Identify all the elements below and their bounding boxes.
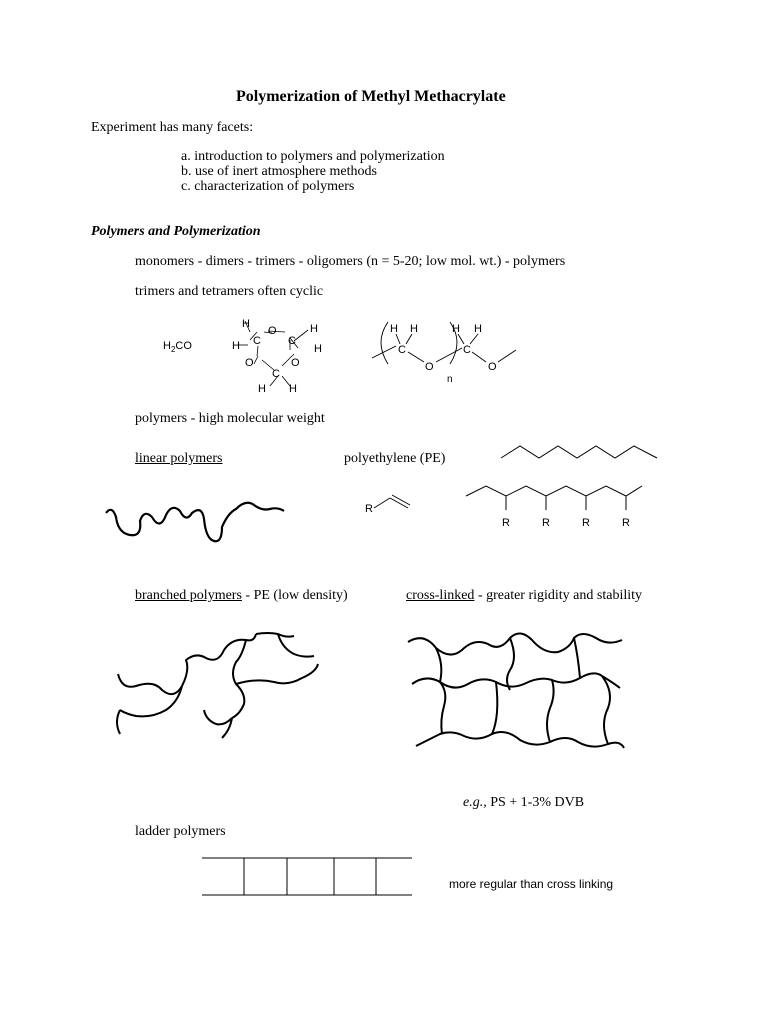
polyethylene-zigzag [498, 442, 668, 472]
trioxane-atom: H [258, 383, 266, 395]
pom-atom: H [390, 323, 398, 335]
trioxane-atom: H [310, 323, 318, 335]
eg-abbrev: e.g., [463, 795, 487, 810]
polyvinyl-chain [464, 482, 654, 532]
series-line: monomers - dimers - trimers - oligomers (n = 5-20; low mol. wt.) - polymers [135, 254, 566, 269]
pom-atom: O [425, 361, 434, 373]
section-heading: Polymers and Polymerization [91, 224, 261, 239]
trioxane-atom: H [232, 340, 240, 352]
trioxane-atom: H [314, 343, 322, 355]
trioxane-atom: H [289, 383, 297, 395]
trioxane-atom: O [291, 357, 300, 369]
trioxane-atom: C [272, 368, 280, 380]
intro-text: Experiment has many facets: [91, 120, 254, 135]
pom-atom: H [474, 323, 482, 335]
eg-line [463, 795, 584, 811]
ladder-polymers-label: ladder polymers [135, 824, 226, 839]
pom-atom: C [398, 344, 406, 356]
cross-linked-line [406, 588, 642, 604]
pom-atom: O [488, 361, 497, 373]
trioxane-atom: C [288, 335, 296, 347]
cross-linked-label: cross-linked [406, 588, 475, 603]
formaldehyde-formula: $H_2CO$ [163, 340, 192, 355]
pom-atom: H [452, 323, 460, 335]
facet-item: a. introduction to polymers and polymerization [181, 149, 445, 164]
facet-item: b. use of inert atmosphere methods [181, 164, 377, 179]
trioxane-structure [230, 316, 330, 396]
trioxane-atom: C [253, 335, 261, 347]
pom-atom: C [463, 344, 471, 356]
polyethylene-label: polyethylene (PE) [344, 451, 446, 466]
branched-polymers-desc: - PE (low density) [241, 588, 348, 603]
page-title: Polymerization of Methyl Methacrylate [236, 88, 506, 105]
r-group-label: R [622, 517, 630, 529]
branched-polymer-drawing [106, 630, 336, 750]
linear-polymer-chain [100, 495, 300, 555]
trioxane-atom: H [242, 318, 250, 330]
pom-subscript: n [447, 374, 453, 385]
trioxane-atom: O [245, 357, 254, 369]
polyoxymethylene-structure [370, 316, 530, 396]
r-group-label: R [502, 517, 510, 529]
ladder-note: more regular than cross linking [449, 877, 614, 891]
facet-item: c. characterization of polymers [181, 179, 355, 194]
eg-example: PS + 1-3% DVB [486, 795, 585, 810]
branched-polymers-line [135, 588, 348, 604]
vinyl-monomer [362, 494, 422, 524]
polymers-hmw: polymers - high molecular weight [135, 411, 325, 426]
linear-polymers-label: linear polymers [135, 451, 223, 466]
crosslinked-polymer-drawing [402, 630, 632, 760]
r-group-label: R [365, 503, 373, 515]
cross-linked-desc: - greater rigidity and stability [474, 588, 642, 603]
ladder-polymer-drawing [202, 856, 414, 898]
trioxane-atom: O [268, 325, 277, 337]
r-group-label: R [542, 517, 550, 529]
r-group-label: R [582, 517, 590, 529]
cyclic-line: trimers and tetramers often cyclic [135, 284, 324, 299]
pom-atom: H [410, 323, 418, 335]
branched-polymers-label: branched polymers [135, 588, 242, 603]
